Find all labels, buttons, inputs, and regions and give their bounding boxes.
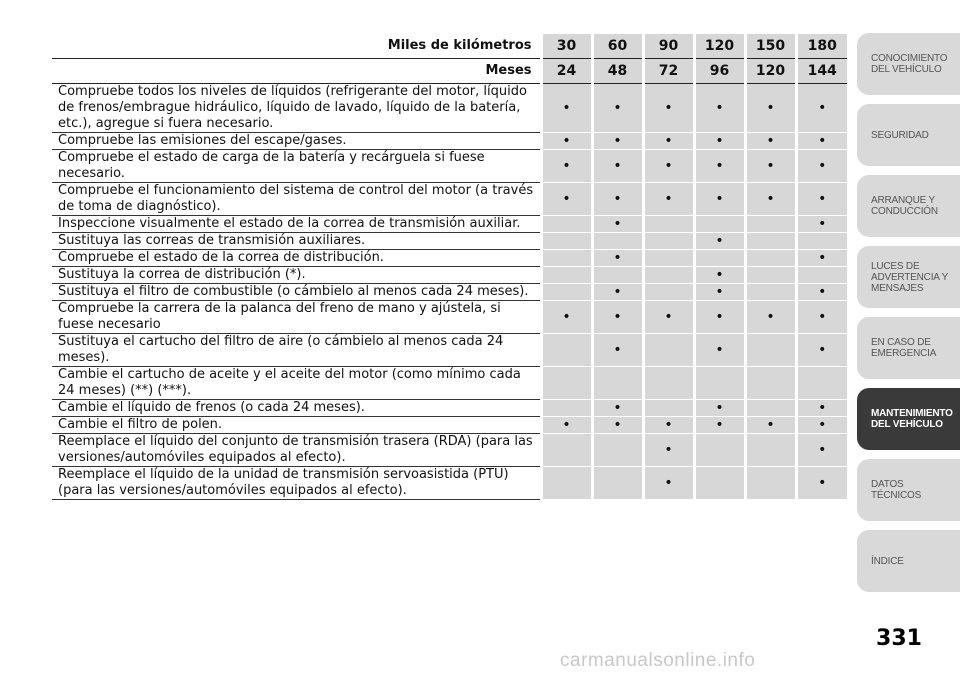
row-description: Sustituya el filtro de combustible (o cámbielo al menos cada 24 meses). <box>52 284 541 301</box>
header-label: Meses <box>52 59 541 84</box>
schedule-mark <box>592 267 643 284</box>
schedule-mark: • <box>643 133 694 150</box>
schedule-mark <box>541 334 592 367</box>
table-row <box>52 334 847 367</box>
schedule-mark: • <box>694 150 745 183</box>
schedule-mark: • <box>745 133 796 150</box>
tab-label: ÍNDICE <box>871 555 904 567</box>
header-label: Miles de kilómetros <box>52 34 541 59</box>
tab-1[interactable] <box>857 104 960 166</box>
tab-label: DATOS TÉCNICOS <box>871 479 922 501</box>
header-value: 150 <box>745 34 796 59</box>
schedule-mark: • <box>643 417 694 434</box>
schedule-mark <box>643 233 694 250</box>
row-description: Cambie el líquido de frenos (o cada 24 meses). <box>52 400 541 417</box>
schedule-mark <box>541 434 592 467</box>
schedule-mark: • <box>541 183 592 216</box>
header-row-months <box>52 59 847 84</box>
schedule-mark <box>745 400 796 417</box>
header-value: 90 <box>643 34 694 59</box>
schedule-mark <box>643 267 694 284</box>
schedule-mark: • <box>796 400 847 417</box>
tab-2[interactable] <box>857 175 960 237</box>
table-row <box>52 301 847 334</box>
schedule-mark: • <box>796 183 847 216</box>
section-tabs <box>857 33 960 601</box>
row-description: Compruebe todos los niveles de líquidos (refrigerante del motor, líquido de frenos/embrague hidráulico, líquido de lavado, líquido de la batería, etc.), agregue si fuera necesario. <box>52 84 541 133</box>
schedule-mark <box>643 250 694 267</box>
schedule-mark <box>541 216 592 233</box>
schedule-mark <box>541 400 592 417</box>
schedule-mark: • <box>541 417 592 434</box>
schedule-mark <box>592 467 643 500</box>
schedule-mark <box>541 267 592 284</box>
tab-label: ARRANQUE Y CONDUCCIÓN <box>871 195 938 217</box>
row-description: Reemplace el líquido del conjunto de transmisión trasera (RDA) (para las versiones/automóviles equipados al efecto). <box>52 434 541 467</box>
row-description: Reemplace el líquido de la unidad de transmisión servoasistida (PTU) (para las versiones/automóviles equipados al efecto). <box>52 467 541 500</box>
tab-label: EN CASO DE EMERGENCIA <box>871 337 937 359</box>
tab-0[interactable] <box>857 33 960 95</box>
schedule-mark: • <box>694 133 745 150</box>
schedule-mark <box>745 467 796 500</box>
schedule-mark: • <box>694 284 745 301</box>
schedule-mark: • <box>643 301 694 334</box>
schedule-mark <box>745 233 796 250</box>
header-row-km <box>52 34 847 59</box>
schedule-mark <box>694 434 745 467</box>
schedule-mark <box>592 367 643 400</box>
schedule-mark: • <box>796 84 847 133</box>
schedule-mark: • <box>592 133 643 150</box>
schedule-mark: • <box>745 84 796 133</box>
schedule-mark: • <box>796 250 847 267</box>
table-row <box>52 267 847 284</box>
schedule-mark: • <box>694 334 745 367</box>
table-row <box>52 367 847 400</box>
schedule-mark: • <box>592 417 643 434</box>
schedule-mark: • <box>592 150 643 183</box>
row-description: Cambie el filtro de polen. <box>52 417 541 434</box>
tab-label: CONOCIMIENTO DEL VEHÍCULO <box>871 53 948 75</box>
schedule-mark <box>643 400 694 417</box>
schedule-mark <box>745 267 796 284</box>
schedule-mark: • <box>796 417 847 434</box>
schedule-mark <box>541 233 592 250</box>
row-description: Inspeccione visualmente el estado de la correa de transmisión auxiliar. <box>52 216 541 233</box>
schedule-mark: • <box>643 434 694 467</box>
schedule-mark: • <box>694 84 745 133</box>
schedule-mark: • <box>796 133 847 150</box>
schedule-mark <box>592 233 643 250</box>
schedule-mark: • <box>796 301 847 334</box>
row-description: Sustituya las correas de transmisión auxiliares. <box>52 233 541 250</box>
schedule-mark: • <box>592 216 643 233</box>
schedule-mark: • <box>592 183 643 216</box>
schedule-mark: • <box>643 467 694 500</box>
schedule-mark: • <box>694 301 745 334</box>
header-value: 120 <box>745 59 796 84</box>
schedule-mark <box>745 216 796 233</box>
schedule-mark: • <box>745 183 796 216</box>
schedule-mark: • <box>796 284 847 301</box>
schedule-mark <box>643 334 694 367</box>
schedule-mark: • <box>643 84 694 133</box>
row-description: Compruebe el estado de carga de la batería y recárguela si fuese necesario. <box>52 150 541 183</box>
row-description: Compruebe la carrera de la palanca del freno de mano y ajústela, si fuese necesario <box>52 301 541 334</box>
row-description: Compruebe el funcionamiento del sistema de control del motor (a través de toma de diagnóstico). <box>52 183 541 216</box>
header-value: 144 <box>796 59 847 84</box>
schedule-mark: • <box>592 334 643 367</box>
schedule-mark <box>592 434 643 467</box>
tab-label: SEGURIDAD <box>871 129 929 141</box>
schedule-mark <box>694 467 745 500</box>
schedule-mark <box>643 284 694 301</box>
table-row <box>52 84 847 133</box>
schedule-mark <box>745 284 796 301</box>
row-description: Compruebe el estado de la correa de distribución. <box>52 250 541 267</box>
schedule-mark <box>745 334 796 367</box>
schedule-mark: • <box>541 301 592 334</box>
schedule-mark: • <box>643 150 694 183</box>
table-row <box>52 133 847 150</box>
schedule-mark: • <box>694 417 745 434</box>
table-row <box>52 417 847 434</box>
schedule-mark: • <box>694 183 745 216</box>
row-description: Sustituya la correa de distribución (*). <box>52 267 541 284</box>
header-value: 48 <box>592 59 643 84</box>
schedule-mark: • <box>592 284 643 301</box>
schedule-mark: • <box>592 250 643 267</box>
schedule-mark: • <box>796 334 847 367</box>
schedule-mark <box>745 367 796 400</box>
schedule-mark: • <box>796 216 847 233</box>
tab-7[interactable] <box>857 530 960 592</box>
table-row <box>52 467 847 500</box>
schedule-mark: • <box>796 434 847 467</box>
tab-3[interactable] <box>857 246 960 308</box>
schedule-mark: • <box>796 467 847 500</box>
tab-6[interactable] <box>857 459 960 521</box>
row-description: Compruebe las emisiones del escape/gases. <box>52 133 541 150</box>
header-value: 30 <box>541 34 592 59</box>
schedule-mark <box>796 233 847 250</box>
table-row <box>52 216 847 233</box>
schedule-mark: • <box>592 84 643 133</box>
header-value: 72 <box>643 59 694 84</box>
table-row <box>52 434 847 467</box>
watermark: carmanualsonline.info <box>560 650 756 671</box>
schedule-mark: • <box>694 233 745 250</box>
schedule-mark: • <box>643 183 694 216</box>
tab-label: LUCES DE ADVERTENCIA Y MENSAJES <box>871 260 949 294</box>
table-row <box>52 150 847 183</box>
schedule-mark <box>643 367 694 400</box>
row-description: Cambie el cartucho de aceite y el aceite del motor (como mínimo cada 24 meses) (**) (***). <box>52 367 541 400</box>
table-row <box>52 250 847 267</box>
schedule-mark: • <box>745 150 796 183</box>
header-value: 60 <box>592 34 643 59</box>
schedule-mark: • <box>796 150 847 183</box>
schedule-mark <box>541 467 592 500</box>
schedule-mark <box>643 216 694 233</box>
tab-5[interactable] <box>857 388 960 450</box>
schedule-mark <box>745 250 796 267</box>
row-description: Sustituya el cartucho del filtro de aire (o cámbielo al menos cada 24 meses). <box>52 334 541 367</box>
schedule-mark: • <box>541 133 592 150</box>
schedule-mark <box>796 267 847 284</box>
schedule-mark: • <box>745 301 796 334</box>
schedule-mark: • <box>694 267 745 284</box>
schedule-mark: • <box>541 84 592 133</box>
schedule-mark <box>694 367 745 400</box>
schedule-mark <box>541 367 592 400</box>
schedule-mark <box>541 250 592 267</box>
page-number: 331 <box>876 626 922 651</box>
schedule-mark: • <box>592 301 643 334</box>
maintenance-schedule-table <box>52 34 847 500</box>
schedule-mark <box>796 367 847 400</box>
tab-4[interactable] <box>857 317 960 379</box>
table-row <box>52 284 847 301</box>
schedule-mark <box>745 434 796 467</box>
tab-label: MANTENIMIENTO DEL VEHÍCULO <box>871 408 953 430</box>
schedule-mark: • <box>592 400 643 417</box>
schedule-mark <box>541 284 592 301</box>
schedule-mark: • <box>745 417 796 434</box>
header-value: 24 <box>541 59 592 84</box>
schedule-mark <box>694 250 745 267</box>
table-row <box>52 233 847 250</box>
header-value: 96 <box>694 59 745 84</box>
schedule-mark: • <box>694 400 745 417</box>
header-value: 180 <box>796 34 847 59</box>
schedule-mark: • <box>541 150 592 183</box>
table-row <box>52 400 847 417</box>
header-value: 120 <box>694 34 745 59</box>
table-row <box>52 183 847 216</box>
schedule-mark <box>694 216 745 233</box>
